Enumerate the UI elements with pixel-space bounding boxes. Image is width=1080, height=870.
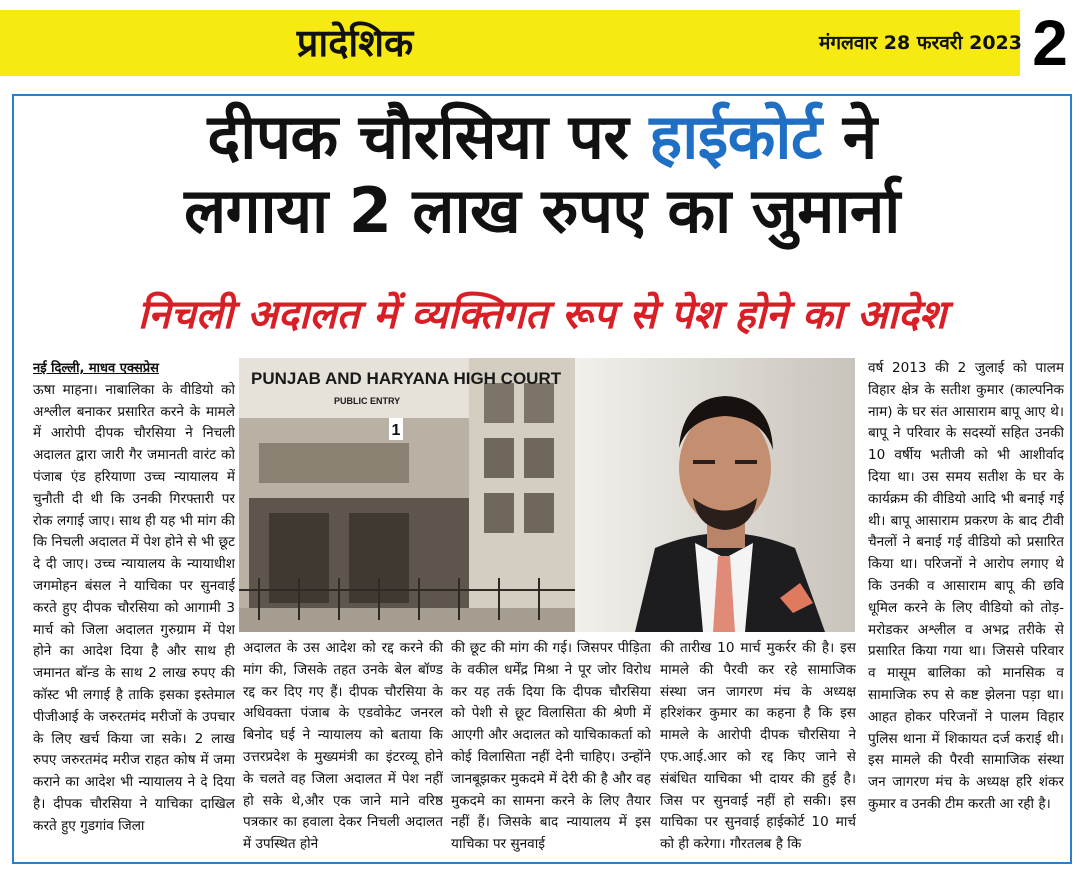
body-text-col1: ऊषा माहना। नाबालिका के वीडियो को अश्लील बनाकर प्रसारित करने के मामले में आरोपी दीपक चौरसिया ने निचली अदालत द्वारा जारी गैर जमानती वारंट को पंजाब एंड हरियाणा उच्च न्यायालय में चुनौती दी थी कि उनकी गिरफ्तारी पर रोक लगाई जाए। साथ ही यह भी मांग की कि निचली अदालत में पेश होने से भी छूट दे दी जाए। उच्च न्यायालय के न्यायाधीश जगमोहन बंसल ने याचिका पर सुनवाई करते हुए दीपक चौरसिया को आगामी 3 मार्च को जिला अदालत गुरुग्राम में पेश होने का आदेश दिया है और साथ ही जमानत बॉन्ड के साथ 2 लाख रुपए की कॉस्ट भी लगाई है ताकि इसका इस्तेमाल पीजीआई के जरुरतमंद मरीजों के उपचार के लिए खर्च किया जा सके। 2 लाख रुपए जरुरतमंद मरीज राहत कोष में जमा कराने का आदेश भी न्यायालय ने दे दिया है। दीपक चौरसिया ने याचिका दाखिल करते हुए गुडगांव जिला bbox=[33, 381, 235, 834]
page-number: 2 bbox=[1032, 7, 1068, 79]
body-column-2: अदालत के उस आदेश को रद्द करने की मांग की, जिसके तहत उनके बेल बॉण्ड रद्द कर दिए गए हैं। दीपक चौरसिया के अधिवक्ता पंजाब के एडवोकेट जनरल बिनोद घई ने न्यायालय को बताया कि उत्तरप्रदेश के मुख्यमंत्री का इंटरव्यू होने के चलते वह जिला अदालत में पेश नहीं हो सके थे,और एक जाने माने वरिष्ठ पत्रकार का हवाला देकर निचली अदालत में उपस्थित होने bbox=[243, 640, 443, 853]
headline-part2: ने bbox=[821, 100, 877, 173]
person-photo bbox=[575, 358, 855, 632]
body-column-5: वर्ष 2013 की 2 जुलाई को पालम विहार क्षेत्र के सतीश कुमार (काल्पनिक नाम) के घर संत आसाराम बापू आए थे। बापू ने परिवार के सदस्यों सहित उनकी 10 वर्षीय भतीजी को भी आशीर्वाद दिया था। उस समय सतीश के घर के कार्यक्रम की वीडियो आदि भी बनाई गई थी। बापू आसाराम प्रकरण के बाद टीवी चैनलों ने बनाई गई वीडियो को प्रसारित किया था। परिजनों ने आरोप लगाए थे कि उनकी व आसाराम बापू की छवि धूमिल करने के लिए वीडियो को तोड़-मरोडकर अश्लील व अभद्र तरीके से प्रसारित किया गया था। जिससे परिवार व मासूम बालिका को मानसिक व सामाजिक रुप से कष्ट झेलना पड़ा था। आहत होकर परिजनों ने पालम विहार पुलिस थाना में शिकायत दर्ज कराई थी। इस मामले की पैरवी सामाजिक संस्था जन जागरण मंच के अध्यक्ष हरि शंकर कुमार व उनकी टीम करती आ रही है। bbox=[868, 360, 1064, 812]
dateline: नई दिल्ली, माधव एक्सप्रेस bbox=[33, 361, 159, 376]
court-building-illustration bbox=[239, 358, 591, 632]
body-column-3: की छूट की मांग की गई। जिसपर पीड़िता के वकील धर्मेंद्र मिश्रा ने पूर जोर विरोध कर यह तर्क दिया कि दीपक चौरसिया को पेशी से छूट विलासिता की श्रेणी में आएगी और अदालत को याचिकाकर्ता को कोई विलासिता नहीं देनी चाहिए। उन्होंने जानबूझकर मुकदमे में देरी की है और वह मुकदमे का सामना करने के लिए तैयार नहीं हैं। जिसके बाद न्यायालय में इस याचिका पर सुनवाई bbox=[451, 640, 651, 853]
section-title: प्रादेशिक bbox=[296, 21, 414, 65]
court-subsign-text: PUBLIC ENTRY bbox=[334, 396, 401, 406]
subheadline: निचली अदालत में व्यक्तिगत रूप से पेश होने का आदेश bbox=[137, 292, 947, 338]
court-sign-text: PUNJAB AND HARYANA HIGH COURT bbox=[251, 369, 562, 388]
court-building-photo bbox=[239, 358, 591, 632]
issue-date: मंगलवार 28 फरवरी 2023 bbox=[818, 32, 1022, 54]
body-column-4: की तारीख 10 मार्च मुकर्रर की है। इस मामले की पैरवी कर रहे सामाजिक संस्था जन जागरण मंच के अध्यक्ष हरिशंकर कुमार का कहना है कि इस मामले के आरोपी दीपक चौरसिया ने एफ.आई.आर को रद्द किए जाने से संबंधित याचिका भी दायर की हुई है। जिस पर सुनवाई नहीं हो सकी। इस याचिका पर सुनवाई हाईकोर्ट 10 मार्च को ही करेगा। गौरतलब है कि bbox=[660, 640, 856, 853]
headline bbox=[20, 100, 1064, 248]
headline-highlight: हाईकोर्ट bbox=[649, 100, 822, 173]
headline-part1: दीपक चौरसिया पर bbox=[207, 100, 650, 173]
body-column-1 bbox=[33, 358, 235, 858]
person-portrait bbox=[575, 358, 855, 632]
headline-line2: लगाया 2 लाख रुपए का जुमार्ना bbox=[184, 174, 900, 247]
gate-number: 1 bbox=[391, 422, 401, 439]
